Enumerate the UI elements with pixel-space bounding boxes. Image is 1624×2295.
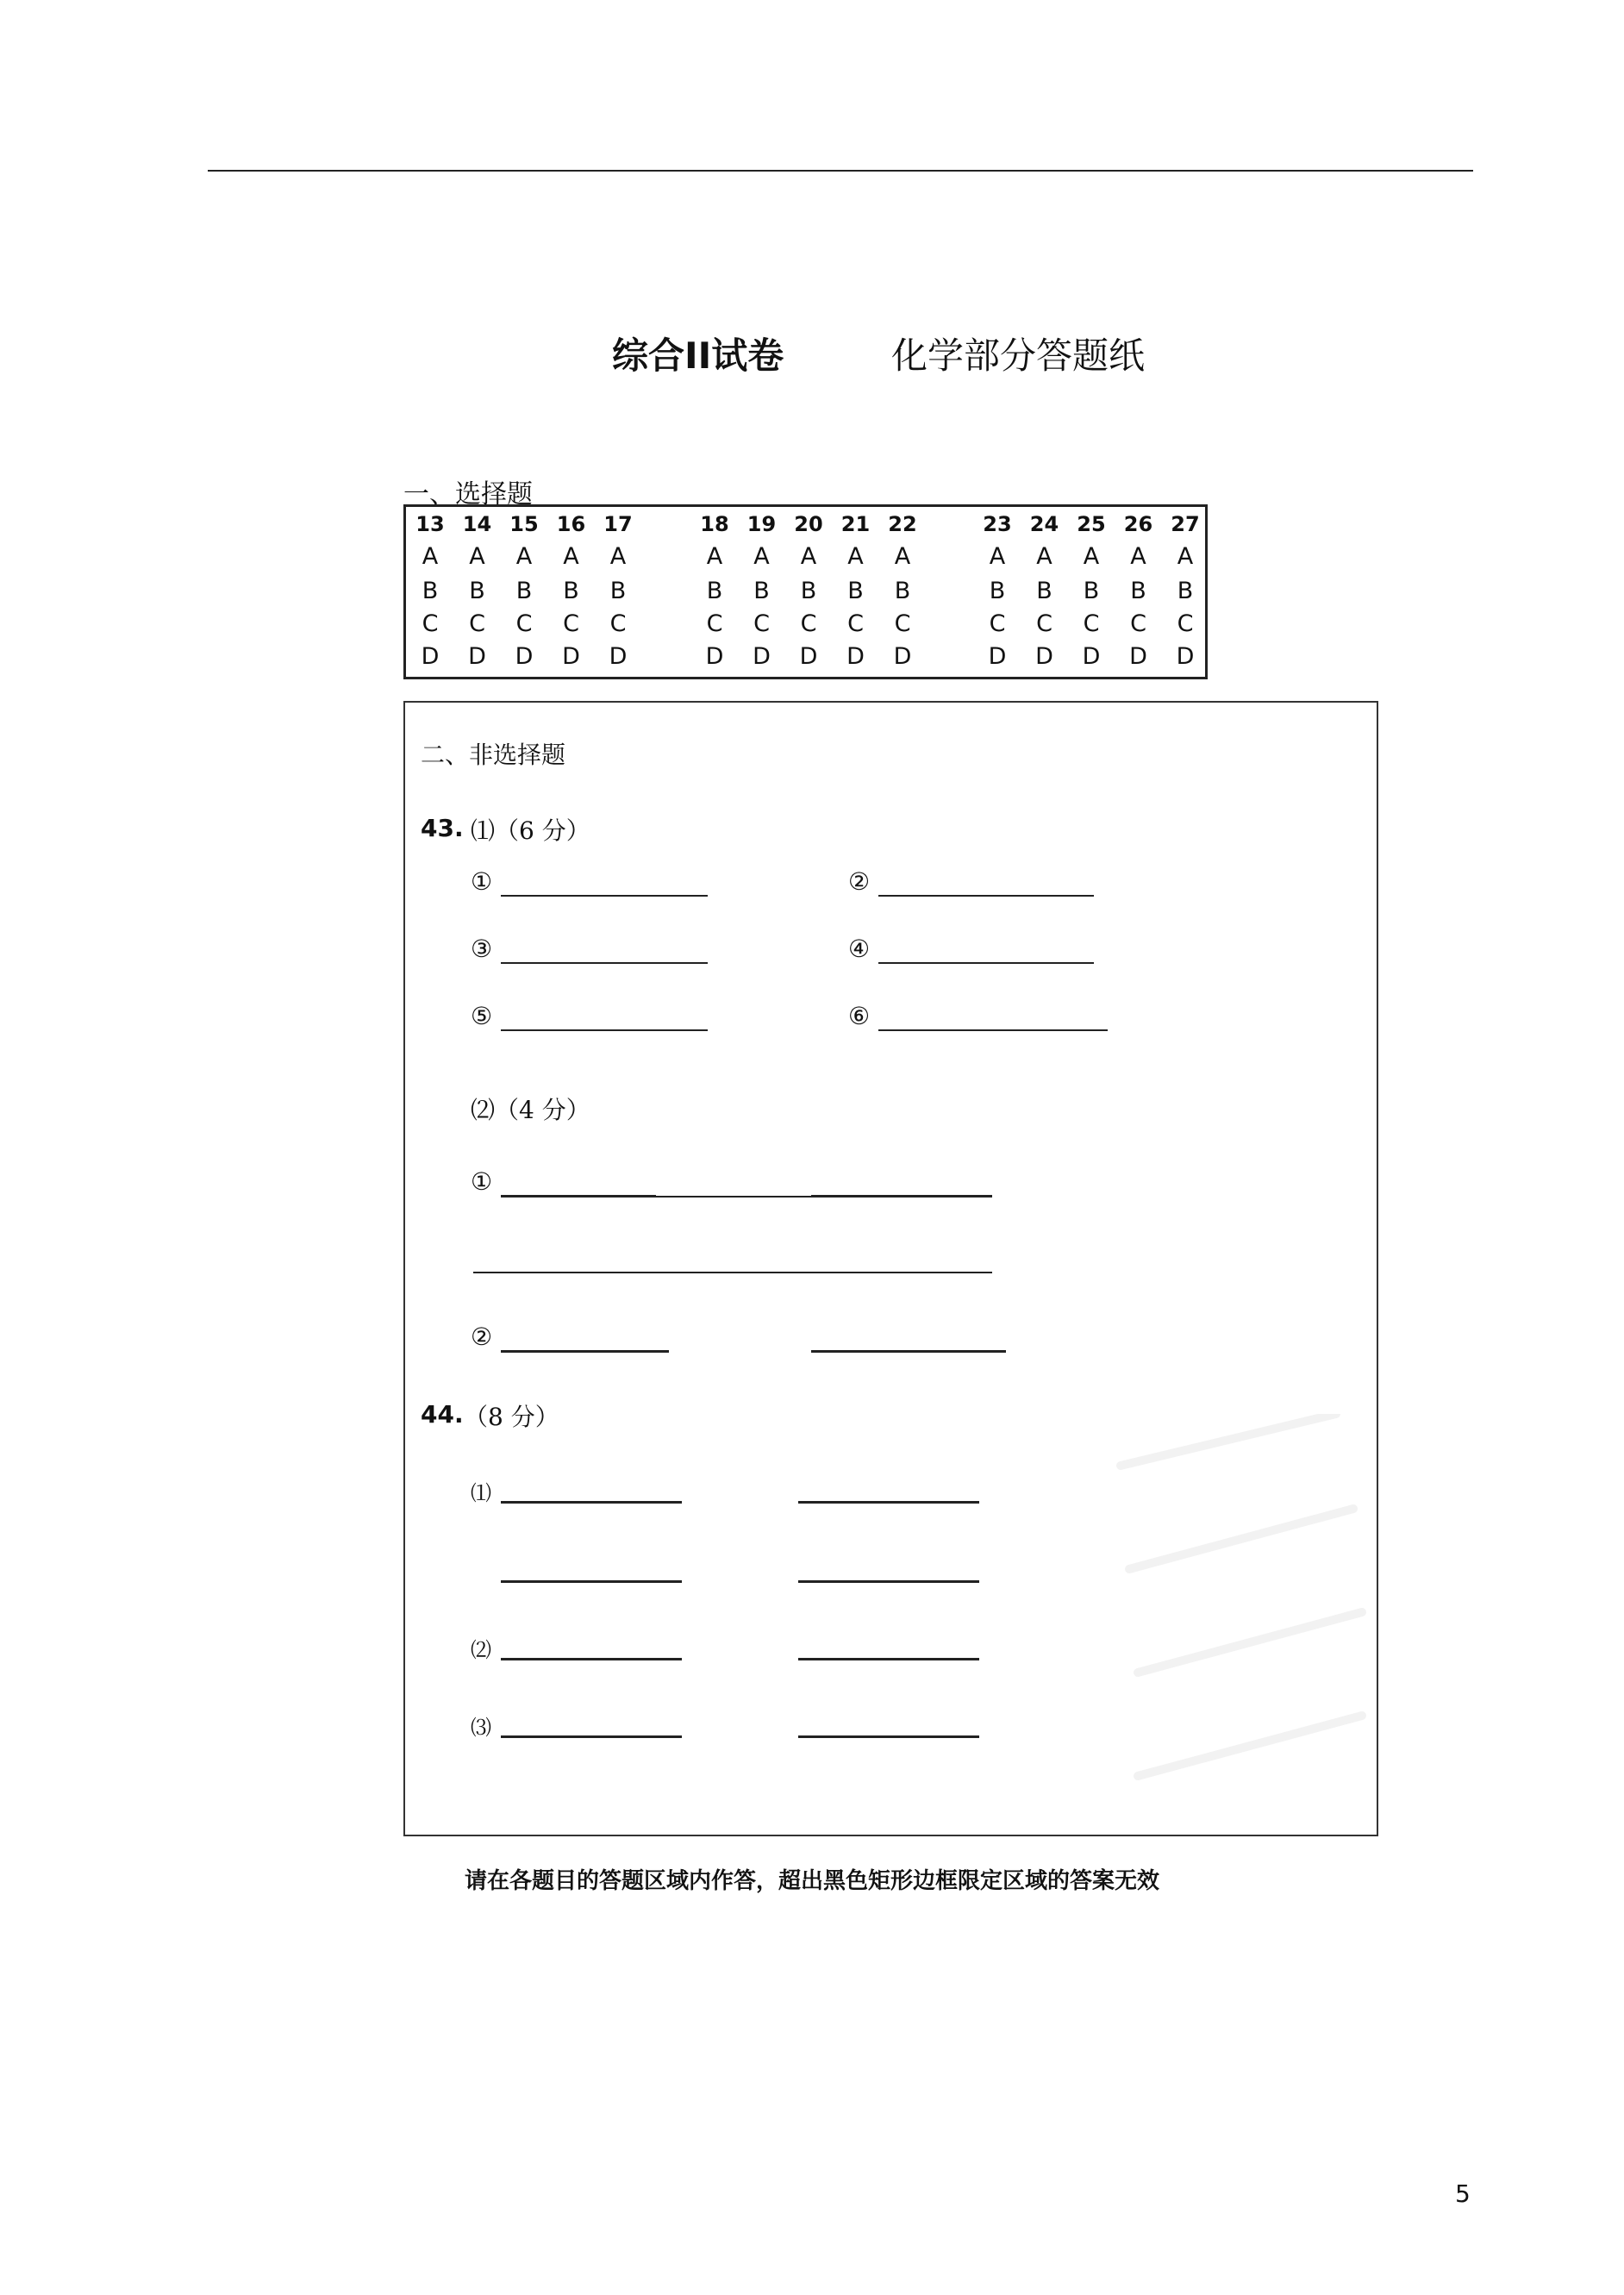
- question-number: 23: [983, 512, 1012, 536]
- option-c-bubble[interactable]: C: [894, 610, 911, 637]
- watermark: [1112, 1414, 1371, 1810]
- option-d-bubble[interactable]: D: [1176, 643, 1195, 670]
- option-a-bubble[interactable]: A: [469, 543, 485, 570]
- option-d-bubble[interactable]: D: [1129, 643, 1147, 670]
- option-b-bubble[interactable]: B: [563, 578, 579, 604]
- q43-p1-mark-5: ⑤: [471, 1002, 493, 1030]
- option-a-bubble[interactable]: A: [847, 543, 864, 570]
- q43-label: 43.: [421, 814, 464, 842]
- option-c-bubble[interactable]: C: [989, 610, 1006, 637]
- option-a-bubble[interactable]: A: [609, 543, 627, 570]
- q44-part1-label: ⑴: [471, 1481, 491, 1505]
- option-d-bubble[interactable]: D: [753, 643, 771, 670]
- option-b-bubble[interactable]: B: [1083, 578, 1100, 604]
- option-d-bubble[interactable]: D: [562, 643, 580, 670]
- page-number: 5: [1455, 2179, 1471, 2208]
- option-a-bubble[interactable]: A: [989, 543, 1006, 570]
- q43-p1-blank-6[interactable]: [878, 1029, 1108, 1031]
- exam-subtitle: 化学部分答题纸: [891, 335, 1146, 377]
- q43-p1-mark-4: ④: [848, 935, 871, 963]
- q44-p1-blank-2[interactable]: [798, 1501, 979, 1504]
- watermark-pattern: [1112, 1414, 1371, 1810]
- q43-p1-mark-6: ⑥: [848, 1002, 871, 1030]
- question-number: 21: [840, 512, 871, 536]
- q44-p2-blank-1[interactable]: [501, 1658, 682, 1660]
- q43-p2-blank-1b[interactable]: [656, 1196, 811, 1198]
- q44-p3-blank-2[interactable]: [798, 1735, 979, 1738]
- q43-p2-blank-1a[interactable]: [501, 1195, 656, 1198]
- q43-p2-blank-1c[interactable]: [811, 1195, 992, 1198]
- option-b-bubble[interactable]: B: [800, 578, 817, 604]
- option-d-bubble[interactable]: D: [705, 643, 724, 670]
- option-d-bubble[interactable]: D: [1082, 643, 1101, 670]
- exam-title: 综合II试卷: [612, 335, 784, 377]
- question-number: 19: [746, 512, 777, 536]
- q43-p2-blank-line[interactable]: [473, 1272, 992, 1273]
- q43-part1-label: ⑴（6 分）: [471, 816, 590, 845]
- option-c-bubble[interactable]: C: [1177, 610, 1194, 637]
- question-number: 17: [603, 512, 633, 536]
- option-a-bubble[interactable]: A: [706, 543, 723, 570]
- option-a-bubble[interactable]: A: [894, 543, 911, 570]
- option-d-bubble[interactable]: D: [799, 643, 818, 670]
- q43-p1-blank-1[interactable]: [501, 895, 708, 897]
- q44-score: （8 分）: [464, 1403, 559, 1431]
- option-a-bubble[interactable]: A: [422, 543, 439, 570]
- question-number: 22: [888, 512, 917, 536]
- option-b-bubble[interactable]: B: [1036, 578, 1052, 604]
- option-c-bubble[interactable]: C: [706, 610, 723, 637]
- q43-p2-blank-2a[interactable]: [501, 1350, 669, 1353]
- option-c-bubble[interactable]: C: [1130, 610, 1146, 637]
- option-b-bubble[interactable]: B: [609, 578, 627, 604]
- option-b-bubble[interactable]: B: [989, 578, 1006, 604]
- option-c-bubble[interactable]: C: [563, 610, 579, 637]
- section-choice-heading: 一、选择题: [403, 479, 533, 510]
- option-d-bubble[interactable]: D: [893, 643, 912, 670]
- option-d-bubble[interactable]: D: [846, 643, 865, 670]
- option-b-bubble[interactable]: B: [469, 578, 485, 604]
- option-c-bubble[interactable]: C: [609, 610, 627, 637]
- option-b-bubble[interactable]: B: [847, 578, 864, 604]
- option-d-bubble[interactable]: D: [421, 643, 440, 670]
- option-b-bubble[interactable]: B: [1177, 578, 1194, 604]
- q43-p1-blank-4[interactable]: [878, 962, 1094, 964]
- option-d-bubble[interactable]: D: [609, 643, 628, 670]
- option-c-bubble[interactable]: C: [515, 610, 533, 637]
- option-a-bubble[interactable]: A: [563, 543, 579, 570]
- q43-part2-label: ⑵（4 分）: [471, 1096, 590, 1124]
- option-a-bubble[interactable]: A: [1177, 543, 1194, 570]
- question-number: 27: [1171, 512, 1200, 536]
- q43-p1-mark-1: ①: [471, 867, 493, 896]
- option-c-bubble[interactable]: C: [1036, 610, 1052, 637]
- question-number: 20: [794, 512, 823, 536]
- q43-p1-blank-3[interactable]: [501, 962, 708, 964]
- option-b-bubble[interactable]: B: [706, 578, 723, 604]
- q43-p1-blank-2[interactable]: [878, 895, 1094, 897]
- question-number: 16: [556, 512, 586, 536]
- option-c-bubble[interactable]: C: [847, 610, 864, 637]
- option-b-bubble[interactable]: B: [894, 578, 911, 604]
- option-a-bubble[interactable]: A: [515, 543, 533, 570]
- q43-p2-blank-2b[interactable]: [811, 1350, 1006, 1353]
- question-number: 24: [1029, 512, 1059, 536]
- q43-p1-blank-5[interactable]: [501, 1029, 708, 1031]
- q43-p1-mark-3: ③: [471, 935, 493, 963]
- option-a-bubble[interactable]: A: [1130, 543, 1146, 570]
- option-a-bubble[interactable]: A: [800, 543, 817, 570]
- q44-part2-label: ⑵: [471, 1638, 491, 1662]
- question-number: 25: [1077, 512, 1106, 536]
- q43-p1-mark-2: ②: [848, 867, 871, 896]
- question-number: 18: [700, 512, 729, 536]
- q44-part3-label: ⑶: [471, 1716, 491, 1740]
- option-a-bubble[interactable]: A: [1083, 543, 1100, 570]
- q44-p3-blank-1[interactable]: [501, 1735, 682, 1738]
- option-c-bubble[interactable]: C: [469, 610, 485, 637]
- header-rule: [208, 170, 1473, 172]
- option-d-bubble[interactable]: D: [515, 643, 534, 670]
- option-b-bubble[interactable]: B: [753, 578, 770, 604]
- q44-label: 44.: [421, 1400, 464, 1429]
- option-a-bubble[interactable]: A: [753, 543, 770, 570]
- option-d-bubble[interactable]: D: [1035, 643, 1053, 670]
- option-c-bubble[interactable]: C: [422, 610, 439, 637]
- q43-p2-mark-1: ①: [471, 1167, 493, 1196]
- q44-p1-blank-1[interactable]: [501, 1501, 682, 1504]
- option-b-bubble[interactable]: B: [422, 578, 439, 604]
- question-number: 14: [462, 512, 492, 536]
- option-b-bubble[interactable]: B: [515, 578, 533, 604]
- option-c-bubble[interactable]: C: [800, 610, 817, 637]
- option-a-bubble[interactable]: A: [1036, 543, 1052, 570]
- option-c-bubble[interactable]: C: [1083, 610, 1100, 637]
- question-number: 26: [1123, 512, 1153, 536]
- multiple-choice-grid: [403, 504, 1208, 679]
- option-d-bubble[interactable]: D: [988, 643, 1007, 670]
- q44-p1-blank-3[interactable]: [501, 1580, 682, 1583]
- q43-p2-mark-2: ②: [471, 1323, 493, 1351]
- section-free-heading: 二、非选择题: [421, 741, 566, 769]
- option-c-bubble[interactable]: C: [753, 610, 770, 637]
- question-number: 13: [415, 512, 445, 536]
- footer-instruction: 请在各题目的答题区域内作答，超出黑色矩形边框限定区域的答案无效: [464, 1868, 1159, 1894]
- q44-p2-blank-2[interactable]: [798, 1658, 979, 1660]
- q44-p1-blank-4[interactable]: [798, 1580, 979, 1583]
- option-d-bubble[interactable]: D: [468, 643, 486, 670]
- option-b-bubble[interactable]: B: [1130, 578, 1146, 604]
- question-number: 15: [509, 512, 539, 536]
